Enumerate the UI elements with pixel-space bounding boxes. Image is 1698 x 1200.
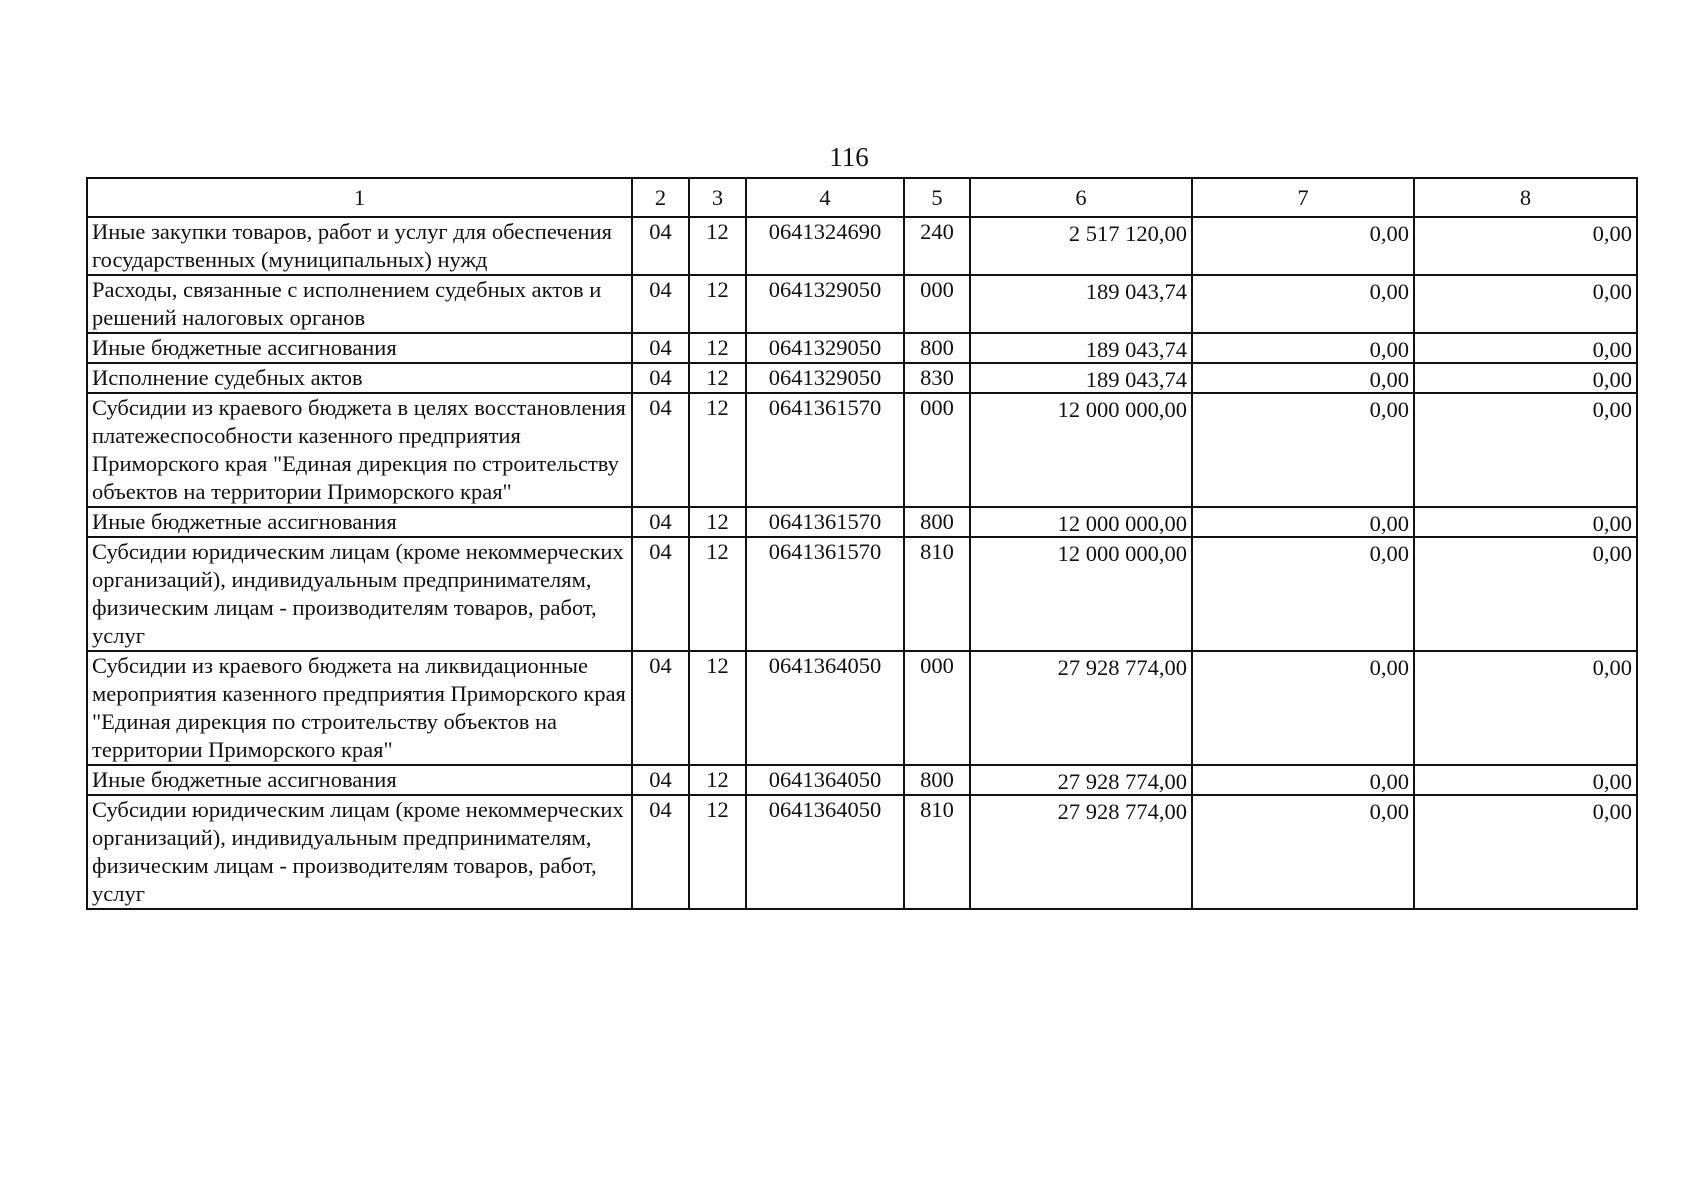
row-expense-type: 830 <box>904 363 970 393</box>
row-subsection: 12 <box>689 363 746 393</box>
row-amount-7 <box>1192 795 1414 909</box>
row-target-code: 0641329050 <box>746 333 904 363</box>
row-amount-8-value: 0,00 <box>1592 541 1632 566</box>
row-amount-7 <box>1192 393 1414 507</box>
row-name: Субсидии юридическим лицам (кроме некоммерческих организаций), индивидуальным предпринимателям, физическим лицам - производителям товаров, работ, услуг <box>87 537 632 651</box>
row-expense-type: 000 <box>904 275 970 333</box>
table-row <box>87 651 1637 765</box>
row-amount-6 <box>970 333 1192 363</box>
row-target-code: 0641364050 <box>746 651 904 765</box>
table-row <box>87 537 1637 651</box>
row-amount-6 <box>970 275 1192 333</box>
row-section: 04 <box>632 765 689 795</box>
row-amount-8-value: 0,00 <box>1592 367 1632 392</box>
row-amount-8-value: 0,00 <box>1592 397 1632 422</box>
row-amount-6-value: 12 000 000,00 <box>1057 511 1187 536</box>
row-section: 04 <box>632 333 689 363</box>
row-amount-6-value: 189 043,74 <box>1085 337 1187 362</box>
row-amount-8 <box>1414 275 1637 333</box>
row-amount-6 <box>970 795 1192 909</box>
row-subsection: 12 <box>689 507 746 537</box>
row-amount-6 <box>970 363 1192 393</box>
row-amount-6-value: 27 928 774,00 <box>1057 769 1187 794</box>
row-amount-8-value: 0,00 <box>1592 337 1632 362</box>
row-amount-6-value: 12 000 000,00 <box>1057 541 1187 566</box>
row-amount-8 <box>1414 507 1637 537</box>
row-amount-6 <box>970 765 1192 795</box>
row-amount-8 <box>1414 765 1637 795</box>
column-header-7: 7 <box>1192 178 1414 217</box>
row-subsection: 12 <box>689 651 746 765</box>
row-subsection: 12 <box>689 333 746 363</box>
row-amount-8 <box>1414 795 1637 909</box>
row-amount-8-value: 0,00 <box>1592 799 1632 824</box>
row-amount-6-value: 2 517 120,00 <box>1068 221 1187 246</box>
table-row <box>87 275 1637 333</box>
row-target-code: 0641364050 <box>746 795 904 909</box>
table-row <box>87 795 1637 909</box>
page-number: 116 <box>829 142 869 172</box>
row-subsection: 12 <box>689 765 746 795</box>
row-amount-7 <box>1192 217 1414 275</box>
row-amount-8 <box>1414 393 1637 507</box>
row-subsection: 12 <box>689 275 746 333</box>
row-target-code: 0641329050 <box>746 275 904 333</box>
row-amount-8-value: 0,00 <box>1592 221 1632 246</box>
row-amount-6-value: 189 043,74 <box>1085 279 1187 304</box>
row-target-code: 0641361570 <box>746 537 904 651</box>
row-expense-type: 800 <box>904 765 970 795</box>
row-amount-8 <box>1414 333 1637 363</box>
row-amount-8-value: 0,00 <box>1592 279 1632 304</box>
table-row <box>87 333 1637 363</box>
row-amount-6 <box>970 217 1192 275</box>
table-row <box>87 363 1637 393</box>
row-amount-7-value: 0,00 <box>1369 655 1409 680</box>
row-name: Исполнение судебных актов <box>87 363 632 393</box>
row-section: 04 <box>632 275 689 333</box>
row-amount-7 <box>1192 651 1414 765</box>
column-header-2: 2 <box>632 178 689 217</box>
column-header-8: 8 <box>1414 178 1637 217</box>
row-section: 04 <box>632 651 689 765</box>
row-amount-7-value: 0,00 <box>1369 337 1409 362</box>
row-amount-6-value: 27 928 774,00 <box>1057 655 1187 680</box>
row-section: 04 <box>632 363 689 393</box>
row-amount-8 <box>1414 363 1637 393</box>
row-amount-7 <box>1192 275 1414 333</box>
row-section: 04 <box>632 795 689 909</box>
row-name: Расходы, связанные с исполнением судебных актов и решений налоговых органов <box>87 275 632 333</box>
row-amount-7-value: 0,00 <box>1369 511 1409 536</box>
row-subsection: 12 <box>689 537 746 651</box>
row-amount-7-value: 0,00 <box>1369 541 1409 566</box>
row-section: 04 <box>632 507 689 537</box>
row-amount-6 <box>970 651 1192 765</box>
row-expense-type: 810 <box>904 537 970 651</box>
row-expense-type: 800 <box>904 507 970 537</box>
row-section: 04 <box>632 217 689 275</box>
row-name: Иные закупки товаров, работ и услуг для обеспечения государственных (муниципальных) нужд <box>87 217 632 275</box>
row-expense-type: 000 <box>904 651 970 765</box>
budget-table <box>86 177 1638 910</box>
row-amount-7 <box>1192 537 1414 651</box>
row-expense-type: 240 <box>904 217 970 275</box>
row-amount-8-value: 0,00 <box>1592 769 1632 794</box>
row-amount-7 <box>1192 765 1414 795</box>
table-row <box>87 507 1637 537</box>
column-header-4: 4 <box>746 178 904 217</box>
row-amount-7-value: 0,00 <box>1369 279 1409 304</box>
row-amount-7-value: 0,00 <box>1369 221 1409 246</box>
row-section: 04 <box>632 537 689 651</box>
row-amount-8 <box>1414 651 1637 765</box>
column-header-1: 1 <box>87 178 632 217</box>
row-amount-7-value: 0,00 <box>1369 799 1409 824</box>
row-amount-7-value: 0,00 <box>1369 367 1409 392</box>
row-amount-6 <box>970 507 1192 537</box>
row-amount-6-value: 189 043,74 <box>1085 367 1187 392</box>
row-name: Субсидии из краевого бюджета в целях восстановления платежеспособности казенного предприятия Приморского края "Единая дирекция по строительству объектов на территории Приморского края" <box>87 393 632 507</box>
row-expense-type: 800 <box>904 333 970 363</box>
row-amount-6-value: 27 928 774,00 <box>1057 799 1187 824</box>
row-subsection: 12 <box>689 393 746 507</box>
table-row <box>87 393 1637 507</box>
row-amount-6-value: 12 000 000,00 <box>1057 397 1187 422</box>
column-header-5: 5 <box>904 178 970 217</box>
row-name: Иные бюджетные ассигнования <box>87 507 632 537</box>
row-subsection: 12 <box>689 217 746 275</box>
header-row <box>87 178 1637 217</box>
column-header-6: 6 <box>970 178 1192 217</box>
row-subsection: 12 <box>689 795 746 909</box>
row-amount-7 <box>1192 363 1414 393</box>
row-amount-7-value: 0,00 <box>1369 769 1409 794</box>
row-amount-7 <box>1192 333 1414 363</box>
row-name: Иные бюджетные ассигнования <box>87 765 632 795</box>
row-target-code: 0641324690 <box>746 217 904 275</box>
row-expense-type: 000 <box>904 393 970 507</box>
row-target-code: 0641361570 <box>746 507 904 537</box>
row-expense-type: 810 <box>904 795 970 909</box>
row-name: Субсидии юридическим лицам (кроме некоммерческих организаций), индивидуальным предпринимателям, физическим лицам - производителям товаров, работ, услуг <box>87 795 632 909</box>
column-header-3: 3 <box>689 178 746 217</box>
row-amount-6 <box>970 537 1192 651</box>
row-amount-8-value: 0,00 <box>1592 511 1632 536</box>
row-target-code: 0641329050 <box>746 363 904 393</box>
row-section: 04 <box>632 393 689 507</box>
table-row <box>87 765 1637 795</box>
row-amount-8 <box>1414 537 1637 651</box>
row-target-code: 0641364050 <box>746 765 904 795</box>
row-name: Иные бюджетные ассигнования <box>87 333 632 363</box>
row-name: Субсидии из краевого бюджета на ликвидационные мероприятия казенного предприятия Приморского края "Единая дирекция по строительству объектов на территории Приморского края" <box>87 651 632 765</box>
row-target-code: 0641361570 <box>746 393 904 507</box>
row-amount-7 <box>1192 507 1414 537</box>
row-amount-7-value: 0,00 <box>1369 397 1409 422</box>
table-row <box>87 217 1637 275</box>
row-amount-8-value: 0,00 <box>1592 655 1632 680</box>
row-amount-6 <box>970 393 1192 507</box>
row-amount-8 <box>1414 217 1637 275</box>
